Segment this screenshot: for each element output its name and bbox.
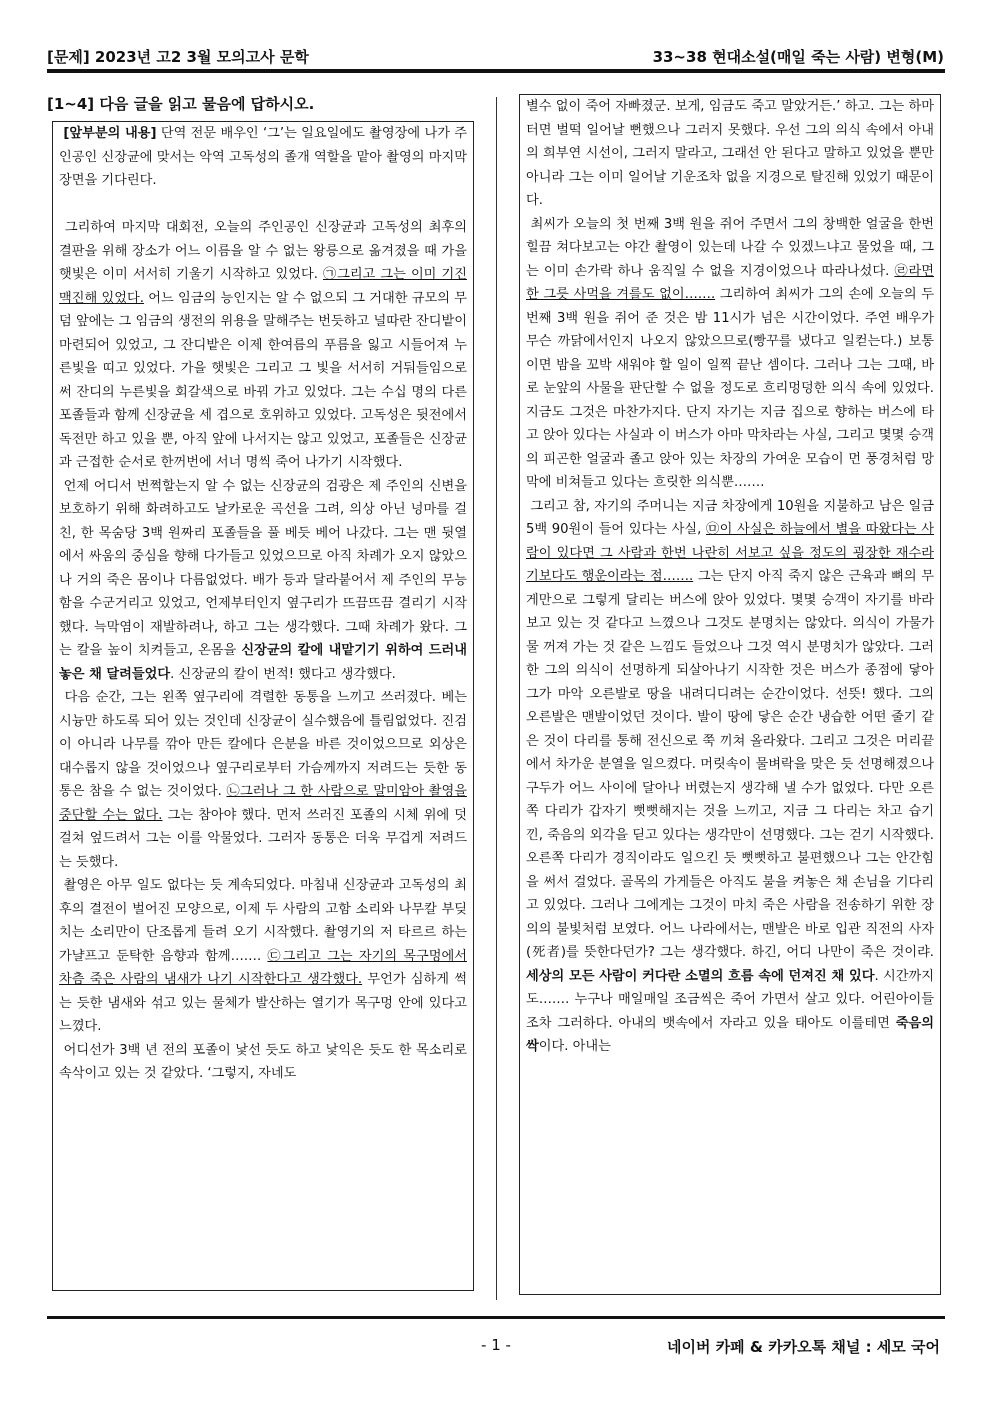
text-span: 그리하여 최씨가 그의 손에 오늘의 두 번째 3백 원을 쥐어 준 것은 밤 11시가 넘은 시간이었다. 주연 배우가 무슨 까닭에서인지 나오지 않았으므로(빵꾸를 냈다고 일컫는다.) 보통이면 밤을 꼬박 새워야 할 일이 일찍 끝난 셈이다. 그러나 그는 그때, 바로 눈앞의 사물을 판단할 수 없을 정도로 흐리멍덩한 의식 속에 있었다. 지금도 그것은 마찬가지다. 단지 자기는 지금 집으로 향하는 버스에 타고 앉아 있다는 사실과 이 버스가 아마 막차라는 사실, 그리고 몇몇 승객의 피곤한 얼굴과 졸고 앉아 있는 차장의 가여운 모습이 먼 풍경처럼 망막에 비쳐들고 있다는 흐릿한 의식뿐…….: [526, 287, 934, 490]
text-span: 그리고 참, 자기의 주머니는 지금 차장에게 10원을 지불하고 남은 일금 5백 90원이 들어 있다는 사실,: [526, 498, 934, 537]
paragraph-5: [59, 1039, 467, 1086]
text-span: . 신장균의 칼이 번적! 했다고 생각했다.: [170, 666, 396, 682]
passage-right-column: [519, 94, 941, 1295]
paragraph-3: [59, 686, 467, 874]
header-exam-title: [문제] 2023년 고2 3월 모의고사 문학: [47, 48, 309, 66]
intro-text: 단역 전문 배우인 ‘그’는 일요일에도 촬영장에 나가 주인공인 신장균에 맞서는 악역 고독성의 졸개 역할을 맡아 촬영의 마지막 장면을 기다린다.: [59, 126, 467, 188]
paragraph-8: [526, 495, 934, 1059]
intro-label: [앞부분의 내용]: [63, 126, 157, 141]
bold-phrase: 세상의 모든 사람이 커다란 소멸의 흐름 속에 던져진 채 있다: [526, 968, 875, 984]
bold-phrase: 죽음의 싹: [526, 1015, 934, 1054]
footer-channel-credit: 네이버 카페 & 카카오톡 채널 : 세모 국어: [667, 1338, 940, 1356]
text-span: 그는 참아야 했다. 먼저 쓰러진 포졸의 시체 위에 덧걸쳐 엎드려서 그는 이를 악물었다. 그러자 동통은 더욱 무겁게 저려드는 듯했다.: [59, 807, 468, 870]
text-span: 최씨가 오늘의 첫 번째 3백 원을 쥐어 주면서 그의 창백한 얼굴을 한번 힐끔 쳐다보고는 야간 촬영이 있는데 나갈 수 있겠느냐고 물었을 때, 그는 이미 손가락 하나 움직일 수 없을 지경이었으나 따라나섰다.: [526, 216, 934, 279]
header-divider: [47, 69, 945, 73]
spacer: [59, 193, 467, 217]
paragraph-2: [59, 475, 467, 687]
paragraph-6: [526, 95, 934, 213]
text-span: 언제 어디서 번쩍할는지 알 수 없는 신장균의 검광은 제 주인의 신변을 보호하기 위해 화려하고도 날카로운 곡선을 그려, 의상 아닌 넝마를 걸친, 한 목숨당 3백 원짜리 포졸들을 풀 베듯 베어 나갔다. 그는 맨 뒷열에서 싸움의 중심을 향해 다가들고 있었으므로 아직 차례가 오지 않았으나 거의 죽은 몸이나 다름없었다. 배가 등과 달라붙어서 제 주인의 무능함을 수군거리고 있었고, 언제부터인지 옆구리가 뜨끔뜨끔 결리기 시작했다. 늑막염이 재발하려나, 하고 그는 생각했다. 그때 차례가 왔다. 그는 칼을 높이 치켜들고, 온몸을: [59, 478, 467, 658]
text-span: 어느 임금의 능인지는 알 수 없으되 그 거대한 규모의 무덤 앞에는 그 임금의 생전의 위용을 말해주는 번듯하고 널따란 잔디밭이 마련되어 있었고, 그 잔디밭은 이제 한여름의 푸름을 잃고 시들어져 누른빛을 띠고 있었다. 가을 햇빛은 그리고 그 빛을 서서히 거둬들임으로써 잔디의 누른빛을 회갈색으로 바꿔 가고 있었다. 그는 수십 명의 다른 포졸들과 함께 신장균을 세 겹으로 호위하고 있었다. 고독성은 뒷전에서 독전만 하고 있을 뿐, 아직 앞에 나서지는 않고 있었고, 포졸들은 신장균과 근접한 순서로 한꺼번에 서너 명씩 죽어 나가기 시작했다.: [59, 290, 467, 470]
passage-left-column: [52, 121, 474, 1291]
text-span: 다음 순간, 그는 왼쪽 옆구리에 격렬한 동통을 느끼고 쓰러졌다. 베는 시늉만 하도록 되어 있는 것인데 신장균이 실수했음에 틀림없었다. 진검이 아니라 나무를 깎아 만든 칼에다 은분을 바른 것이었으므로 외상은 대수롭지 않을 것이었으나 옆구리로부터 가슴께까지 저려드는 듯한 동통은 참을 수 없는 것이었다.: [59, 690, 467, 799]
footer-divider: [47, 1316, 945, 1319]
text-span: 촬영은 아무 일도 없다는 듯 계속되었다. 마침내 신장균과 고독성의 최후의 결전이 벌어진 모양으로, 이제 두 사람의 고함 소리와 나무칼 부딪치는 소리만이 단조롭게 들려 오기 시작했다. 촬영기의 저 타르르 하는 가냘프고 둔탁한 음향과 함께…….: [59, 878, 467, 964]
header-section-title: 33~38 현대소설(매일 죽는 사람) 변형(M): [652, 48, 944, 66]
question-instruction: [1~4] 다음 글을 읽고 물음에 답하시오.: [47, 95, 315, 113]
paragraph-7: [526, 213, 934, 495]
text-span: . 시간까지도……. 누구나 매일매일 조금씩은 죽어 가면서 살고 있다. 어린아이들조차 그러하다. 아내의 뱃속에서 자라고 있을 태아도 이를테면: [526, 968, 934, 1031]
text-span: 이다. 아내는: [538, 1039, 611, 1054]
text-span: 그리하여 마지막 대회전, 오늘의 주인공인 신장균과 고독성의 최후의 결판을 위해 장소가 어느 이름을 알 수 없는 왕릉으로 옮겨졌을 때 가을 햇빛은 이미 서서히 기울기 시작하고 있었다.: [59, 220, 467, 282]
paragraph-1: [59, 216, 467, 475]
text-span: 무언가 심하게 썩는 듯한 냄새와 섞고 있는 물체가 발산하는 열기가 목구멍 안에 있다고 느꼈다.: [59, 972, 467, 1034]
annotation-c: ㉢그리고 그는 자기의 목구멍에서 차츰 죽은 사람의 냄새가 나기 시작한다고 생각했다.: [59, 948, 467, 987]
text-span: 어디선가 3백 년 전의 포졸이 낯선 듯도 하고 낯익은 듯도 한 목소리로 속삭이고 있는 것 같았다. ‘그렇지, 자네도: [59, 1042, 467, 1081]
annotation-e: ㉤이 사실은 하늘에서 별을 따왔다는 사람이 있다면 그 사람과 한번 나란히 서보고 싶을 정도의 굉장한 재수라기보다도 행운이라는 점…….: [526, 522, 935, 584]
text-span: 별수 없이 죽어 자빠졌군. 보게, 임금도 죽고 말았거든.’ 하고. 그는 하마터면 벌떡 일어날 뻔했으나 그러지 못했다. 우선 그의 의식 속에서 아내의 희부연 시선이, 그러지 말라고, 그래선 안 된다고 말하고 있었을 뿐만 아니라 그는 이미 일어날 기운조차 없을 지경으로 탈진해 있었기 때문이다.: [526, 99, 934, 208]
annotation-b: ㉡그러나 그 한 사람으로 말미암아 촬영을 중단할 수는 없다.: [59, 784, 467, 823]
column-divider: [496, 97, 497, 1300]
annotation-d: ㉣라면 한 그릇 사먹을 겨를도 없이…….: [526, 263, 934, 302]
paragraph-4: [59, 874, 467, 1039]
annotation-a: ㉠그리고 그는 이미 기진맥진해 있었다.: [59, 267, 467, 306]
bold-phrase: 신장균의 칼에 내맡기기 위하여 드러내놓은 채 달려들었다: [59, 643, 467, 682]
intro-paragraph: [59, 122, 467, 193]
text-span: 그는 단지 아직 죽지 않은 근육과 뼈의 무게만으로 그렇게 달리는 버스에 앉아 있었다. 몇몇 승객이 자기를 바라보고 있는 것 같다고 느꼈으나 그것도 분명치는 않았다. 의식이 가물가물 꺼져 가는 것 같은 느낌도 들었으나 그것 역시 분명치가 않았다. 그러한 그의 의식이 선명하게 되살아나기 시작한 것은 버스가 종점에 닿아 그가 마악 오른발로 땅을 내려디디려는 순간이었다. 선뜻! 했다. 그의 오른발은 맨발이었던 것이다. 발이 땅에 닿은 순간 냉습한 어떤 줄기 같은 것이 다리를 통해 전신으로 쭉 끼쳐 올라왔다. 그리고 그것은 머리끝에서 차가운 분열을 일으켰다. 머릿속이 물벼락을 맞은 듯 선명해졌으나 구두가 어느 사이에 달아나 버렸는지 생각해 낼 수가 없었다. 다만 오른쪽 다리가 갑자기 뻣뻣해지는 것을 느끼고, 지금 그 다리는 차고 습기 낀, 죽음의 외각을 딛고 있다는 생각만이 선명했다. 그는 걷기 시작했다. 오른쪽 다리가 경직이라도 일으킨 듯 뻣뻣하고 불편했으나 그는 안간힘을 써서 걸었다. 골목의 가게들은 아직도 불을 켜놓은 채 손님을 기다리고 있었다. 그러나 그에게는 그것이 마치 죽은 사람을 전송하기 위한 장의의 불빛처럼 보였다. 어느 나라에서는, 맨발은 바로 입관 직전의 사자(死者)를 뜻한다던가? 그는 생각했다. 하긴, 어디 나만이 죽은 것이랴.: [526, 569, 934, 960]
page-number: - 1 -: [481, 1336, 511, 1354]
